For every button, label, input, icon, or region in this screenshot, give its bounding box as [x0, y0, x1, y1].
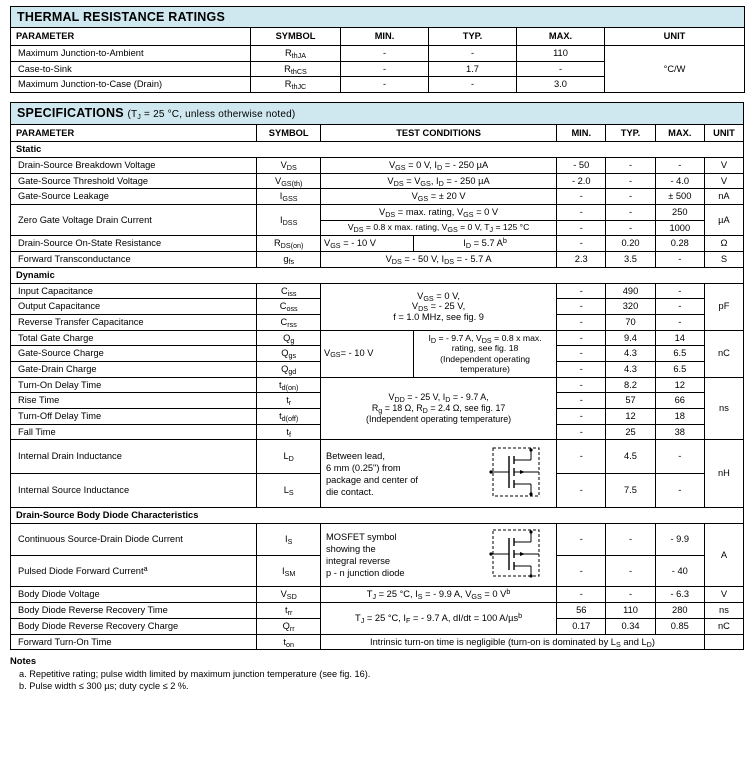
parameter-name: Forward Turn-On Time: [11, 634, 257, 650]
header-symbol: SYMBOL: [257, 124, 321, 142]
value-unit: ns: [704, 603, 743, 619]
inductance-condition-text: Between lead, 6 mm (0.25") from package and center of die contact.: [326, 450, 419, 497]
value-max: 38: [655, 424, 704, 440]
value-min: -: [557, 523, 606, 555]
value-typ: -: [606, 205, 655, 221]
test-condition: $V_{DS} = 0.8$ x max. rating, $V_{GS} = 0$ V, $T_J = 125$ °C: [321, 220, 557, 236]
value-min: -: [557, 555, 606, 587]
value-typ: 57: [606, 393, 655, 409]
value-typ: 320: [606, 299, 655, 315]
header-max: MAX.: [655, 124, 704, 142]
parameter-symbol: $t_{rr}$: [257, 603, 321, 619]
value-max: 18: [655, 409, 704, 425]
parameter-symbol: $L_D$: [257, 440, 321, 474]
test-condition-right: $I_D = 5.7$ $A^b$: [463, 236, 507, 251]
value-typ: 1.7: [429, 61, 517, 77]
table-row: [11, 205, 744, 221]
specs-table-header-row: [11, 124, 744, 142]
table-row: [11, 173, 744, 189]
value-min: -: [557, 330, 606, 346]
parameter-symbol: $C_{iss}$: [257, 283, 321, 299]
value-max: -: [655, 440, 704, 474]
parameter-symbol: $I_{DSS}$: [257, 205, 321, 236]
section-label-static: Static: [11, 142, 744, 158]
value-max: -: [655, 252, 704, 268]
value-max: - 40: [655, 555, 704, 587]
parameter-symbol: $t_{d(off)}$: [257, 409, 321, 425]
value-unit: nC: [704, 618, 743, 634]
value-min: -: [557, 424, 606, 440]
parameter-symbol: $g_{fs}$: [257, 252, 321, 268]
parameter-name: Gate-Source Charge: [11, 346, 257, 362]
thermal-table-header-row: [11, 28, 745, 46]
value-min: - 50: [557, 158, 606, 174]
parameter-symbol: $L_S$: [257, 474, 321, 508]
test-condition-right: $I_D$ = - 9.7 A, $V_{DS} = 0.8$ x max. rating, see fig. 18 (Independent operating temperature): [428, 332, 542, 375]
parameter-name: Gate-Drain Charge: [11, 361, 257, 377]
value-max: 0.85: [655, 618, 704, 634]
parameter-symbol: $t_{d(on)}$: [257, 377, 321, 393]
parameter-symbol: $V_{GS(th)}$: [257, 173, 321, 189]
table-row: [11, 252, 744, 268]
parameter-symbol: $Q_{gd}$: [257, 361, 321, 377]
parameter-symbol: $t_{on}$: [257, 634, 321, 650]
parameter-name: Drain-Source On-State Resistance: [11, 236, 257, 252]
value-max: ± 500: [655, 189, 704, 205]
thermal-table-title-row: [11, 7, 745, 28]
parameter-symbol: $I_{GSS}$: [257, 189, 321, 205]
parameter-symbol: $Q_{rr}$: [257, 618, 321, 634]
parameter-name: Gate-Source Leakage: [11, 189, 257, 205]
table-row: [11, 603, 744, 619]
value-typ: 4.5: [606, 440, 655, 474]
parameter-name: Forward Transconductance: [11, 252, 257, 268]
parameter-symbol: $I_S$: [257, 523, 321, 555]
header-unit: UNIT: [704, 124, 743, 142]
value-min: -: [341, 46, 429, 62]
value-max: 14: [655, 330, 704, 346]
note-b: b. Pulse width ≤ 300 µs; duty cycle ≤ 2 %.: [19, 681, 189, 692]
header-min: MIN.: [557, 124, 606, 142]
value-unit: nH: [704, 440, 743, 508]
mosfet-symbol-icon: [479, 526, 553, 585]
parameter-symbol: $R_{thCS}$: [251, 61, 341, 77]
value-max: - 6.3: [655, 587, 704, 603]
section-row-static: [11, 142, 744, 158]
header-symbol: SYMBOL: [251, 28, 341, 46]
value-max: 3.0: [517, 77, 605, 93]
parameter-symbol: $Q_g$: [257, 330, 321, 346]
value-unit: pF: [704, 283, 743, 330]
parameter-symbol: $V_{DS}$: [257, 158, 321, 174]
value-min: -: [557, 283, 606, 299]
value-min: -: [557, 377, 606, 393]
parameter-name: Total Gate Charge: [11, 330, 257, 346]
header-parameter: PARAMETER: [11, 28, 251, 46]
value-max: - 4.0: [655, 173, 704, 189]
section-label-dynamic: Dynamic: [11, 267, 744, 283]
value-max: -: [655, 314, 704, 330]
value-min: -: [557, 346, 606, 362]
value-max: - 9.9: [655, 523, 704, 555]
parameter-name: Body Diode Voltage: [11, 587, 257, 603]
test-condition: $V_{DD}$ = - 25 V, $I_D$ = - 9.7 A, $R_g = 18$ Ω, $R_D = 2.4$ Ω, see fig. 17 (Independent operating temperature): [321, 377, 557, 440]
parameter-symbol: $C_{oss}$: [257, 299, 321, 315]
value-max: 280: [655, 603, 704, 619]
parameter-name: Body Diode Reverse Recovery Charge: [11, 618, 257, 634]
value-typ: -: [606, 555, 655, 587]
parameter-name: Reverse Transfer Capacitance: [11, 314, 257, 330]
value-min: - 2.0: [557, 173, 606, 189]
section-row-dynamic: [11, 267, 744, 283]
value-min: -: [557, 236, 606, 252]
table-row: [11, 283, 744, 299]
value-typ: 4.3: [606, 346, 655, 362]
value-max: -: [517, 61, 605, 77]
parameter-symbol: $R_{thJC}$: [251, 77, 341, 93]
thermal-resistance-table: [10, 6, 745, 93]
value-typ: 8.2: [606, 377, 655, 393]
parameter-name: Output Capacitance: [11, 299, 257, 315]
value-typ: -: [429, 46, 517, 62]
value-typ: 9.4: [606, 330, 655, 346]
test-condition-left: V $_{GS}$ = - 10 V: [321, 331, 414, 377]
value-min: -: [557, 189, 606, 205]
value-min: -: [557, 474, 606, 508]
test-condition: [321, 330, 557, 377]
table-row: [11, 236, 744, 252]
value-max: 12: [655, 377, 704, 393]
test-condition: $V_{DS} = \max$. rating, $V_{GS} = 0$ V: [321, 205, 557, 221]
value-min: -: [341, 77, 429, 93]
value-typ: 110: [606, 603, 655, 619]
test-condition: $V_{DS}$ = - 50 V, $I_{DS}$ = - 5.7 A: [321, 252, 557, 268]
specifications-table: [10, 102, 744, 650]
test-condition: $T_J = 25$ °C, $I_F$ = - 9.7 A, dI/dt = 100 A/µs$^b$: [321, 603, 557, 634]
parameter-name: Input Capacitance: [11, 283, 257, 299]
parameter-name: Case-to-Sink: [11, 61, 251, 77]
value-typ: 7.5: [606, 474, 655, 508]
value-typ: 4.3: [606, 361, 655, 377]
value-min: -: [341, 61, 429, 77]
mosfet-symbol-icon: [479, 442, 553, 505]
value-max: -: [655, 283, 704, 299]
parameter-name: Fall Time: [11, 424, 257, 440]
table-row: [11, 523, 744, 555]
test-condition: $V_{DS} = V_{GS}$, $I_D$ = - 250 µA: [321, 173, 557, 189]
header-unit: UNIT: [605, 28, 745, 46]
value-typ: -: [429, 77, 517, 93]
section-row-body-diode: [11, 508, 744, 524]
value-typ: 12: [606, 409, 655, 425]
value-max: -: [655, 158, 704, 174]
value-min: -: [557, 409, 606, 425]
value-typ: 0.20: [606, 236, 655, 252]
parameter-name: Continuous Source-Drain Diode Current: [11, 523, 257, 555]
header-parameter: PARAMETER: [11, 124, 257, 142]
value-typ: -: [606, 173, 655, 189]
value-unit: °C/W: [605, 46, 745, 93]
value-typ: -: [606, 189, 655, 205]
test-condition: Intrinsic turn-on time is negligible (turn-on is dominated by $L_S$ and $L_D$): [321, 634, 705, 650]
mosfet-note-text: MOSFET symbol showing the integral reverse p - n junction diode: [326, 531, 405, 579]
value-max: -: [655, 299, 704, 315]
value-unit: S: [704, 252, 743, 268]
value-min: -: [557, 205, 606, 221]
value-typ: -: [606, 587, 655, 603]
parameter-symbol: $t_f$: [257, 424, 321, 440]
notes-title: Notes: [10, 655, 37, 667]
value-unit: V: [704, 173, 743, 189]
parameter-symbol: $R_{DS(on)}$: [257, 236, 321, 252]
value-typ: 0.34: [606, 618, 655, 634]
header-min: MIN.: [341, 28, 429, 46]
test-condition: $V_{GS} = 0$ V, $V_{DS}$ = - 25 V, f = 1.0 MHz, see fig. 9: [321, 283, 557, 330]
note-a: a. Repetitive rating; pulse width limited by maximum junction temperature (see fig. 16).: [19, 668, 371, 679]
value-unit: V: [704, 587, 743, 603]
table-row: [11, 46, 745, 62]
parameter-name: Pulsed Diode Forward Current$^a$: [11, 555, 257, 587]
value-unit: nA: [704, 189, 743, 205]
value-max: 250: [655, 205, 704, 221]
value-min: -: [557, 314, 606, 330]
value-max: -: [655, 474, 704, 508]
value-max: 110: [517, 46, 605, 62]
test-condition-left: $V_{GS}$ = - 10 V: [321, 236, 414, 251]
test-condition: [321, 236, 557, 252]
notes-block: [10, 655, 745, 693]
parameter-name: Internal Drain Inductance: [11, 440, 257, 474]
value-min: -: [557, 220, 606, 236]
table-row: [11, 158, 744, 174]
parameter-symbol: $R_{thJA}$: [251, 46, 341, 62]
value-min: -: [557, 393, 606, 409]
value-max: 66: [655, 393, 704, 409]
parameter-symbol: $V_{SD}$: [257, 587, 321, 603]
value-min: -: [557, 361, 606, 377]
value-min: -: [557, 299, 606, 315]
value-typ: -: [606, 158, 655, 174]
parameter-symbol: $Q_{gs}$: [257, 346, 321, 362]
specs-table-title-row: [11, 103, 744, 125]
parameter-name: Maximum Junction-to-Ambient: [11, 46, 251, 62]
value-max: 6.5: [655, 361, 704, 377]
header-typ: TYP.: [429, 28, 517, 46]
value-unit: ns: [704, 377, 743, 440]
test-condition: [321, 523, 557, 587]
section-label-body-diode: Drain-Source Body Diode Characteristics: [11, 508, 744, 524]
value-typ: -: [606, 523, 655, 555]
test-condition: $T_J = 25$ °C, $I_S$ = - 9.9 A, $V_{GS} = 0$ $V^b$: [321, 587, 557, 603]
value-typ: 3.5: [606, 252, 655, 268]
parameter-name: Drain-Source Breakdown Voltage: [11, 158, 257, 174]
parameter-name: Maximum Junction-to-Case (Drain): [11, 77, 251, 93]
value-min: -: [557, 440, 606, 474]
value-typ: 70: [606, 314, 655, 330]
value-unit: V: [704, 158, 743, 174]
value-typ: 25: [606, 424, 655, 440]
table-row: [11, 189, 744, 205]
parameter-name: Turn-On Delay Time: [11, 377, 257, 393]
value-min: -: [557, 587, 606, 603]
value-max: 0.28: [655, 236, 704, 252]
table-row: [11, 587, 744, 603]
value-min: 2.3: [557, 252, 606, 268]
value-unit: A: [704, 523, 743, 587]
value-unit: [704, 634, 743, 650]
value-min: 56: [557, 603, 606, 619]
parameter-name: Zero Gate Voltage Drain Current: [11, 205, 257, 236]
parameter-symbol: $t_r$: [257, 393, 321, 409]
value-min: 0.17: [557, 618, 606, 634]
value-unit: Ω: [704, 236, 743, 252]
parameter-symbol: $I_{SM}$: [257, 555, 321, 587]
parameter-name: Turn-Off Delay Time: [11, 409, 257, 425]
header-test-conditions: TEST CONDITIONS: [321, 124, 557, 142]
test-condition: [321, 440, 557, 508]
value-unit: µA: [704, 205, 743, 236]
header-typ: TYP.: [606, 124, 655, 142]
test-condition: $V_{GS}$ = ± 20 V: [321, 189, 557, 205]
value-typ: -: [606, 220, 655, 236]
table-row: [11, 440, 744, 474]
parameter-name: Rise Time: [11, 393, 257, 409]
parameter-name: Body Diode Reverse Recovery Time: [11, 603, 257, 619]
table-gap: [10, 93, 745, 102]
table-row: [11, 330, 744, 346]
value-typ: 490: [606, 283, 655, 299]
specs-table-title: SPECIFICATIONS ($T_J = 25$ °C, unless otherwise noted): [11, 103, 744, 125]
table-row: [11, 377, 744, 393]
table-row: [11, 634, 744, 650]
thermal-table-title: THERMAL RESISTANCE RATINGS: [11, 7, 745, 28]
header-max: MAX.: [517, 28, 605, 46]
value-unit: nC: [704, 330, 743, 377]
test-condition: $V_{GS} = 0$ V, $I_D$ = - 250 µA: [321, 158, 557, 174]
parameter-name: Internal Source Inductance: [11, 474, 257, 508]
parameter-symbol: $C_{rss}$: [257, 314, 321, 330]
value-max: 6.5: [655, 346, 704, 362]
parameter-name: Gate-Source Threshold Voltage: [11, 173, 257, 189]
value-max: 1000: [655, 220, 704, 236]
